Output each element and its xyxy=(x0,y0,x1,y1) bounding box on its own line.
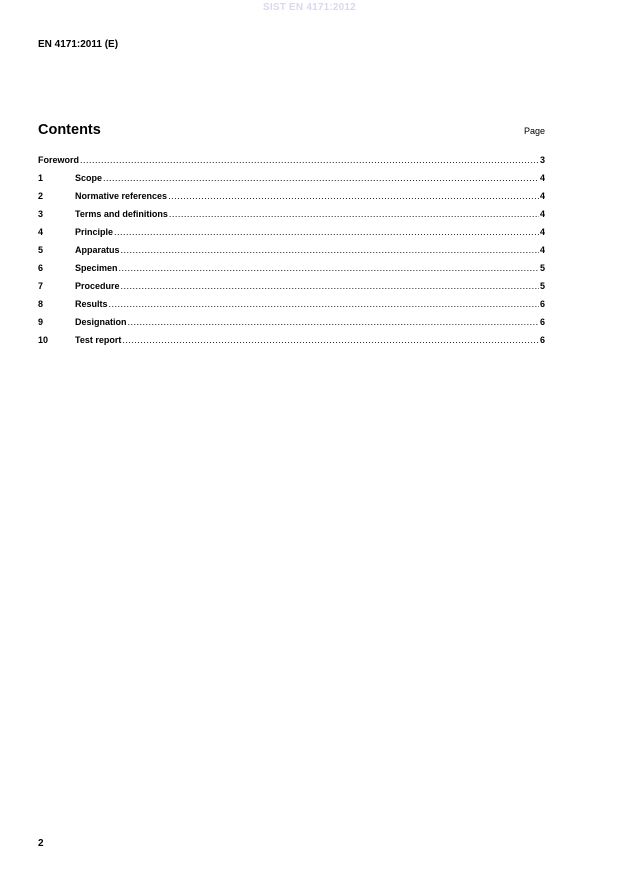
toc-entry-terms-and-definitions[interactable] xyxy=(38,209,545,227)
toc-entry-number: 3 xyxy=(38,209,44,219)
toc-entry-number: 10 xyxy=(38,335,49,345)
toc-entry-number: 4 xyxy=(38,227,44,237)
toc-entry-principle[interactable] xyxy=(38,227,545,245)
toc-entry-number: 2 xyxy=(38,191,44,201)
toc-entry-scope[interactable] xyxy=(38,173,545,191)
toc-leader-dots xyxy=(109,299,539,309)
toc-entry-page: 4 xyxy=(539,191,545,201)
page-number: 2 xyxy=(38,838,44,849)
toc-entry-page: 4 xyxy=(539,209,545,219)
watermark: SIST EN 4171:2012 xyxy=(263,2,356,13)
toc-entry-test-report[interactable] xyxy=(38,335,545,353)
toc-entry-apparatus[interactable] xyxy=(38,245,545,263)
toc-entry-title: Test report xyxy=(75,335,122,345)
toc-entry-page: 4 xyxy=(539,227,545,237)
toc-entry-procedure[interactable] xyxy=(38,281,545,299)
toc-entry-page: 4 xyxy=(539,245,545,255)
toc-leader-dots xyxy=(80,155,539,165)
toc-entry-foreword[interactable] xyxy=(38,155,545,173)
toc-leader-dots xyxy=(122,335,539,345)
toc-leader-dots xyxy=(128,317,539,327)
table-of-contents xyxy=(38,155,545,353)
toc-entry-page: 5 xyxy=(539,263,545,273)
toc-entry-title: Specimen xyxy=(75,263,118,273)
toc-entry-page: 3 xyxy=(539,155,545,165)
toc-leader-dots xyxy=(114,227,539,237)
toc-entry-number: 1 xyxy=(38,173,44,183)
toc-entry-title: Foreword xyxy=(38,155,80,165)
toc-leader-dots xyxy=(121,245,539,255)
toc-leader-dots xyxy=(121,281,539,291)
toc-entry-title: Terms and definitions xyxy=(75,209,168,219)
contents-title: Contents xyxy=(38,122,101,138)
toc-entry-page: 4 xyxy=(539,173,545,183)
toc-entry-title: Designation xyxy=(75,317,127,327)
page-column-label: Page xyxy=(523,126,545,136)
toc-entry-title: Scope xyxy=(75,173,103,183)
toc-entry-number: 8 xyxy=(38,299,44,309)
toc-entry-title: Procedure xyxy=(75,281,120,291)
toc-entry-normative-references[interactable] xyxy=(38,191,545,209)
toc-entry-number: 5 xyxy=(38,245,44,255)
toc-leader-dots xyxy=(103,173,539,183)
toc-entry-title: Normative references xyxy=(75,191,168,201)
toc-entry-title: Results xyxy=(75,299,108,309)
toc-entry-page: 6 xyxy=(539,335,545,345)
toc-entry-number: 6 xyxy=(38,263,44,273)
toc-entry-page: 6 xyxy=(539,317,545,327)
toc-leader-dots xyxy=(119,263,539,273)
toc-entry-number: 7 xyxy=(38,281,44,291)
toc-entry-title: Principle xyxy=(75,227,114,237)
toc-entry-results[interactable] xyxy=(38,299,545,317)
document-id: EN 4171:2011 (E) xyxy=(38,39,119,50)
toc-entry-specimen[interactable] xyxy=(38,263,545,281)
toc-leader-dots xyxy=(168,191,539,201)
toc-entry-page: 5 xyxy=(539,281,545,291)
toc-entry-title: Apparatus xyxy=(75,245,120,255)
toc-entry-designation[interactable] xyxy=(38,317,545,335)
toc-leader-dots xyxy=(169,209,539,219)
toc-entry-number: 9 xyxy=(38,317,44,327)
contents-header xyxy=(38,122,545,138)
toc-entry-page: 6 xyxy=(539,299,545,309)
